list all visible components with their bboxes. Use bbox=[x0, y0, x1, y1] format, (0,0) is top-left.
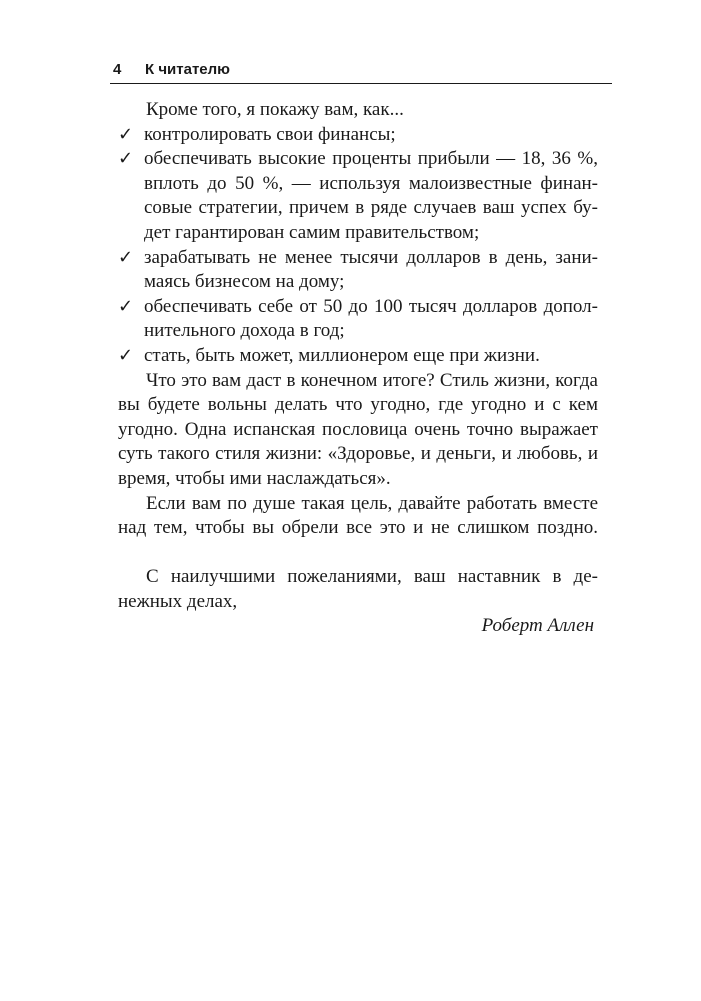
body-text bbox=[118, 98, 598, 639]
page-header bbox=[113, 60, 613, 84]
checklist-text: зарабатывать не менее тысячи долларов в день, зани- bbox=[144, 246, 598, 268]
checklist-text: нительного дохода в год; bbox=[144, 320, 345, 342]
checklist-item bbox=[118, 246, 598, 271]
check-icon: ✓ bbox=[118, 148, 134, 170]
check-icon: ✓ bbox=[118, 123, 134, 145]
checklist-text: маясь бизнесом на дому; bbox=[144, 271, 345, 293]
check-icon: ✓ bbox=[118, 246, 134, 268]
checklist-text: обеспечивать себе от 50 до 100 тысяч долларов допол- bbox=[144, 295, 598, 317]
paragraph-line: Что это вам даст в конечном итоге? Стиль жизни, когда bbox=[146, 369, 598, 391]
blank-line bbox=[118, 541, 598, 566]
signature: Роберт Аллен bbox=[481, 615, 594, 637]
check-icon: ✓ bbox=[118, 295, 134, 317]
paragraph-line: угодно. Одна испанская пословица очень точно выражает bbox=[118, 418, 598, 440]
checklist-text: вплоть до 50 %, — используя малоизвестные финан- bbox=[144, 172, 598, 194]
page-number: 4 bbox=[113, 61, 122, 78]
paragraph-line: над тем, чтобы вы обрели все это и не слишком поздно. bbox=[118, 517, 598, 539]
checklist-text: обеспечивать высокие проценты прибыли — 18, 36 %, bbox=[144, 148, 598, 170]
header-rule bbox=[110, 83, 612, 84]
intro-line: Кроме того, я покажу вам, как... bbox=[146, 99, 404, 120]
paragraph-line: суть такого стиля жизни: «Здоровье, и деньги, и любовь, и bbox=[118, 443, 598, 465]
checklist-item bbox=[118, 123, 598, 148]
paragraph-line: время, чтобы ими наслаждаться». bbox=[118, 467, 391, 489]
check-icon: ✓ bbox=[118, 344, 134, 366]
checklist-item bbox=[118, 147, 598, 172]
checklist-text: стать, быть может, миллионером еще при жизни. bbox=[144, 344, 540, 366]
paragraph-line: Если вам по душе такая цель, давайте работать вместе bbox=[146, 492, 598, 514]
checklist-text: контролировать свои финансы; bbox=[144, 123, 396, 145]
closing-line: нежных делах, bbox=[118, 590, 238, 612]
running-title: К читателю bbox=[145, 61, 230, 78]
checklist-text: дет гарантирован самим правительством; bbox=[144, 221, 480, 243]
closing-line: С наилучшими пожеланиями, ваш наставник в де- bbox=[146, 566, 598, 588]
checklist-item bbox=[118, 295, 598, 320]
paragraph-line: вы будете вольны делать что угодно, где угодно и с кем bbox=[118, 394, 598, 416]
checklist-item bbox=[118, 344, 598, 369]
checklist-text: совые стратегии, причем в ряде случаев ваш успех бу- bbox=[144, 197, 598, 219]
